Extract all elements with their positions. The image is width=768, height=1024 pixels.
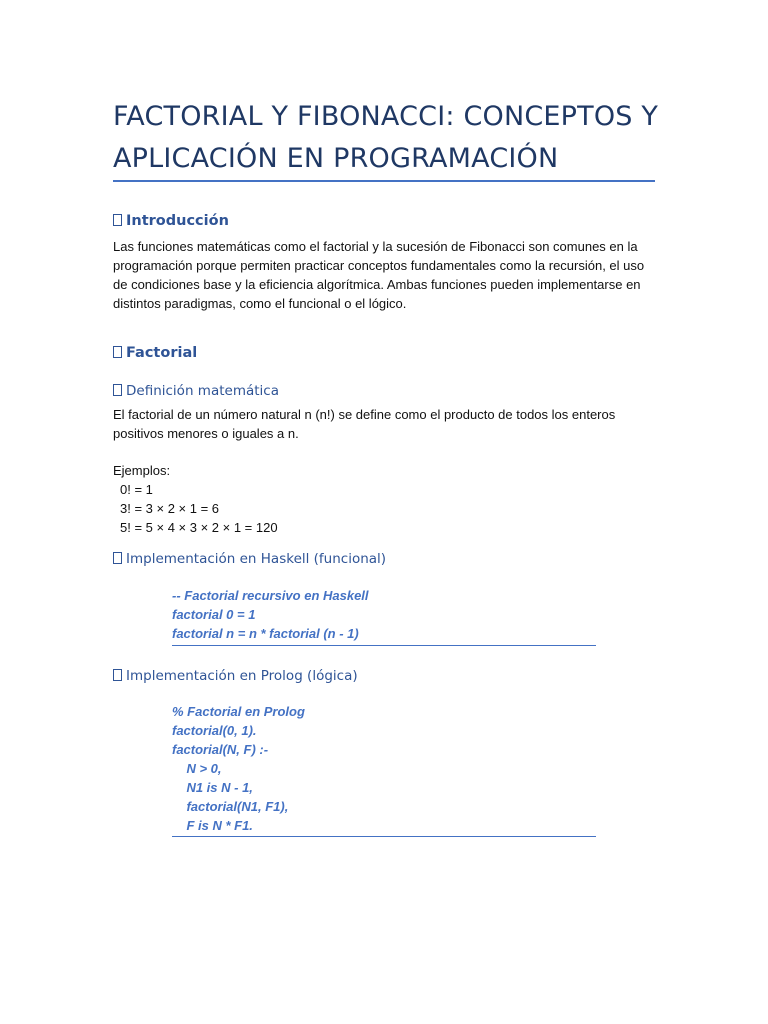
title-underline bbox=[113, 180, 655, 182]
code-block-underline bbox=[172, 836, 596, 837]
missing-glyph-box-icon bbox=[113, 669, 122, 681]
subsection-heading-definicion bbox=[113, 383, 279, 399]
examples-block bbox=[113, 461, 658, 537]
page-title: FACTORIAL Y FIBONACCI: CONCEPTOS Y APLICACIÓN EN PROGRAMACIÓN bbox=[113, 101, 659, 174]
definition-paragraph: El factorial de un número natural n (n!) se define como el producto de todos los enteros positivos menores o iguales a n. bbox=[113, 407, 616, 441]
section-heading-factorial bbox=[113, 345, 197, 361]
example-line: 5! = 5 × 4 × 3 × 2 × 1 = 120 bbox=[120, 520, 278, 535]
subsection-heading-label: Implementación en Prolog (lógica) bbox=[126, 668, 358, 684]
code-block-underline bbox=[172, 645, 596, 646]
example-line: 3! = 3 × 2 × 1 = 6 bbox=[120, 501, 220, 516]
missing-glyph-box-icon bbox=[113, 384, 122, 396]
subsection-heading-prolog bbox=[113, 668, 358, 684]
subsection-heading-label: Definición matemática bbox=[126, 383, 279, 399]
example-line: 0! = 1 bbox=[120, 482, 153, 497]
subsection-heading-label: Implementación en Haskell (funcional) bbox=[126, 551, 387, 567]
section-heading-label: Introducción bbox=[126, 213, 229, 229]
prolog-code-block: % Factorial en Prolog factorial(0, 1). factorial(N, F) :- N > 0, N1 is N - 1, factorial(N1, F1), F is N * F1. bbox=[172, 704, 305, 833]
missing-glyph-box-icon bbox=[113, 346, 122, 358]
section-heading-introduccion bbox=[113, 213, 229, 229]
haskell-code-block: -- Factorial recursivo en Haskell factorial 0 = 1 factorial n = n * factorial (n - 1) bbox=[172, 588, 369, 641]
intro-paragraph: Las funciones matemáticas como el factorial y la sucesión de Fibonacci son comunes en la programación porque permiten practicar conceptos fundamentales como la recursión, el uso de condiciones base y la eficiencia algorítmica. Ambas funciones pueden implementarse en distintos paradigmas, como el funcional o el lógico. bbox=[113, 239, 645, 311]
subsection-heading-haskell bbox=[113, 551, 386, 567]
examples-label: Ejemplos: bbox=[113, 463, 171, 478]
missing-glyph-box-icon bbox=[113, 552, 122, 564]
missing-glyph-box-icon bbox=[113, 214, 122, 226]
section-heading-label: Factorial bbox=[126, 345, 198, 361]
